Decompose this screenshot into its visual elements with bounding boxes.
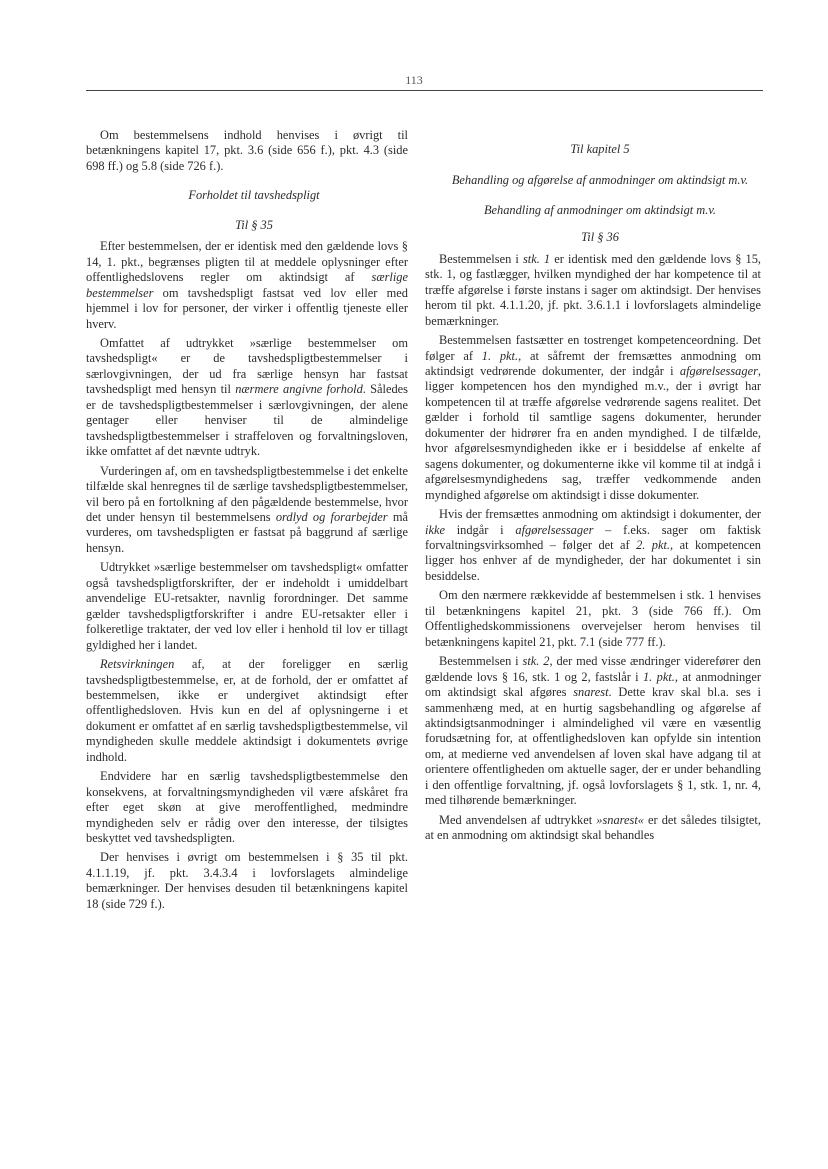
chapter-heading: Til kapitel 5 xyxy=(570,142,630,156)
paragraph: Med anvendelsen af udtrykket »snarest« er det således tilsigtet, at en anmodning om aktindsigt skal behandles xyxy=(425,812,761,843)
paragraph: Bestemmelsen i stk. 2, der med visse ændringer viderefører den gældende lovs § 16, stk. 1 og 2, fastslår i 1. pkt., at anmodninger om aktindsigt skal afgøres snarest. Dette krav skal bl.a. ses i sammenhæng med, at en hurtig sagsbehandling og afgørelse af aktindsigtsanmodninger i almindelighed vil være en væsentlig forudsætning for, at offentlighedsloven kan opfylde sin intention om, at medierne ved anvendelsen af loven skal have adgang til at orientere offentligheden om aktuelle sager, der er under behandling i den offentlige forvaltning, jf. også lovforslagets § 1, stk. 1, nr. 4, med tilhørende bemærkninger. xyxy=(425,654,762,808)
paragraph: Om bestemmelsens indhold henvises i øvrigt til betænkningens kapitel 17, pkt. 3.6 (side 656 f.), pkt. 4.3 (side 698 ff.) og 5.8 (side 726 f.). xyxy=(86,128,408,173)
section-number: Til § 36 xyxy=(581,230,619,245)
section-heading: Forholdet til tavshedspligt xyxy=(188,188,320,203)
paragraph: Udtrykket »særlige bestemmelser om tavshedspligt« omfatter også tavshedspligtforskrifter, der er indeholdt i umiddelbart anvendelige EU-retsakter, navnlig forordninger. Det samme gælder tavshedspligtforskrifter i andre EU-retsakter eller i folkeretlige traktater, der ved lov eller i henhold til lov er tillagt gyldighed her i landet. xyxy=(86,560,408,652)
paragraph: Der henvises i øvrigt om bestemmelsen i § 35 til pkt. 4.1.1.19, jf. pkt. 3.4.3.4 i lovforslagets almindelige bemærkninger. Der henvises desuden til betænkningens kapitel 18 (side 729 f.). xyxy=(86,850,408,911)
section-heading: Behandling af anmodninger om aktindsigt m.v. xyxy=(483,202,717,217)
paragraph: Hvis der fremsættes anmodning om aktindsigt i dokumenter, der ikke indgår i afgørelsessager – f.eks. sager om faktisk forvaltningsvirksomhed – følger det af 2. pkt., at kompetencen ligger hos enhver af de myndigheder, der har dokumentet i sin besiddelse. xyxy=(425,507,761,583)
paragraph: Bestemmelsen i stk. 1 er identisk med den gældende lovs § 15, stk. 1, og fastlægger, hvilken myndighed der har kompetence til at træffe afgørelse i første instans i sager om aktindsigt. Der henvises herom til pkt. 4.1.1.20, jf. pkt. 3.6.1.1 i lovforslagets almindelige bemærkninger. xyxy=(425,251,762,328)
paragraph: Bestemmelsen fastsætter en tostrenget kompetenceordning. Det følger af 1. pkt., at såfremt der fremsættes anmodning om aktindsigt vedrørende dokumenter, der indgår i afgørelsessager, ligger kompetencen hos den myndighed m.v., der i øvrigt har kompetencen til at træffe afgørelse vedrørende sagens realitet. Det gælder i forhold til samtlige sagens dokumenter, herunder dokumenter der hidrører fra en anden myndighed. I de tilfælde, hvor afgørelsesmyndigheden ikke er i besiddelse af enkelte af sagens dokumenter, og dokumenterne ikke vil komme til at indgå i afgørelsesmyndighedens sag, træffer vedkommende anden myndighed afgørelse om aktindsigt i disse dokumenter. xyxy=(425,333,761,502)
paragraph: Endvidere har en særlig tavshedspligtbestemmelse den konsekvens, at forvaltningsmyndigheden vil være afskåret fra efter eget skøn at give meroffentlighed, medmindre myndigheden selv er rådig over den interesse, der tilsigtes beskyttet ved tavshedspligten. xyxy=(86,769,408,846)
left-column xyxy=(86,128,408,916)
header-rule xyxy=(86,90,763,91)
right-column xyxy=(425,142,761,848)
page-number: 113 xyxy=(405,73,423,87)
paragraph: Efter bestemmelsen, der er identisk med den gældende lovs § 14, 1. pkt., begrænses pligten til at meddele oplysninger efter offentlighedslovens regler om aktindsigt af særlige bestemmelser om tavshedspligt fastsat ved lov eller med hjemmel i lov for personer, der virker i offentlig tjeneste eller hverv. xyxy=(86,239,408,331)
paragraph: Omfattet af udtrykket »særlige bestemmelser om tavshedspligt« er de tavshedspligtbestemmelser i særlovgivningen, der ud fra særlige hensyn har fastsat tavshedspligt med hensyn til nærmere angivne forhold. Således er de tavshedspligtbestemmelser i særlovgivningen, der alene gentager eller henviser til de almindelige tavshedspligtbestemmelser i straffeloven og forvaltningsloven, ikke omfattet af det nævnte udtryk. xyxy=(86,335,409,459)
paragraph: Om den nærmere rækkevidde af bestemmelsen i stk. 1 henvises til betænkningens kapitel 21, pkt. 3 (side 766 ff.). Om Offentlighedskommissionens overvejelser herom henvises til betænkningens kapitel 21, pkt. 7.1 (side 777 ff.). xyxy=(425,588,761,649)
paragraph: Retsvirkningen af, at der foreligger en særlig tavshedspligtbestemmelse, er, at de forhold, der er omfattet af bestemmelsen, ikke er undergivet aktindsigt efter offentlighedsloven. Hvis kun en del af oplysningerne i et dokument er omfattet af en særlig tavshedspligtbestemmelse, vil myndigheden skulle meddele aktindsigt i dokumentets øvrige indhold. xyxy=(86,657,408,764)
paragraph: Vurderingen af, om en tavshedspligtbestemmelse i det enkelte tilfælde skal henregnes til de særlige tavshedspligtbestemmelser, vil bero på en fortolkning af den pågældende bestemmelse, hvor det under hensyn til bestemmelsens ordlyd og forarbejder må vurderes, om tavshedspligten er fastsat på baggrund af særlige hensyn. xyxy=(86,463,408,555)
chapter-subheading: Behandling og afgørelse af anmodninger om aktindsigt m.v. xyxy=(451,173,749,188)
section-number: Til § 35 xyxy=(235,217,273,232)
